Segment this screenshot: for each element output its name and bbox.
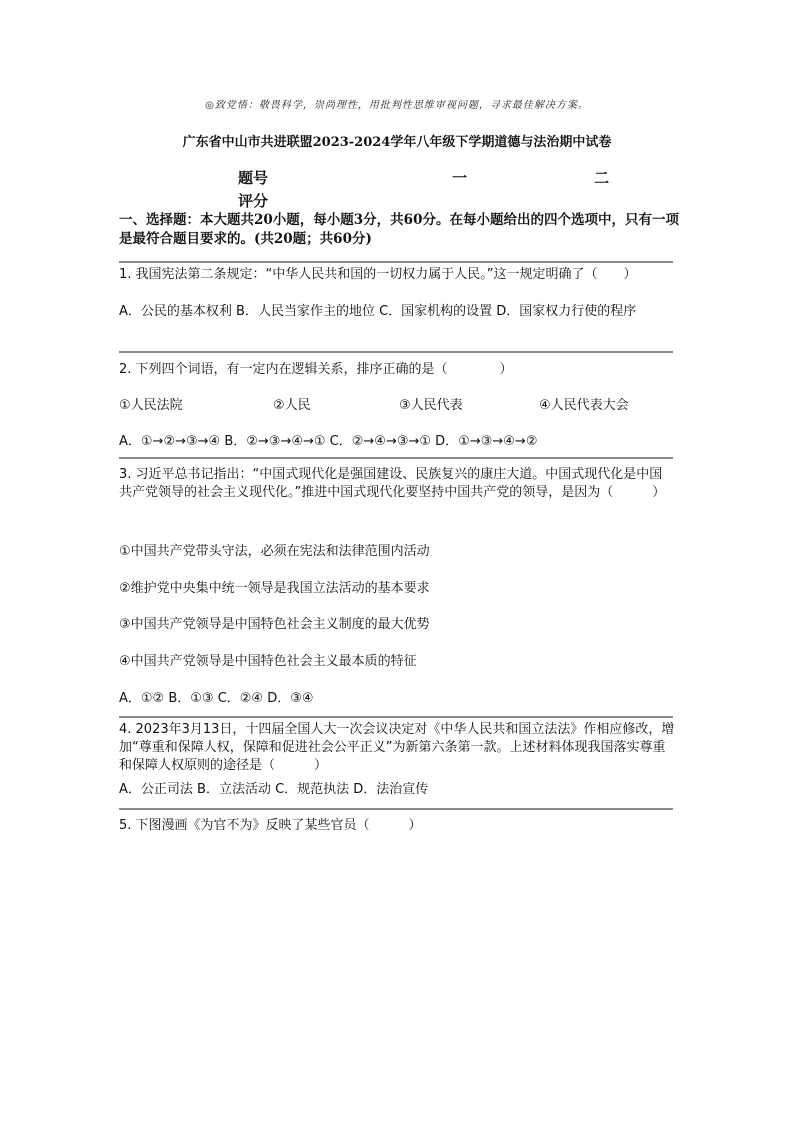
question-1-options: A．公民的基本权利 B．人民当家作主的地位 C．国家机构的设置 D．国家权力行使的程序 <box>119 304 637 319</box>
question-2-stem: 2. 下列四个词语，有一定内在逻辑关系，排序正确的是（ ） <box>119 362 513 377</box>
question-2-options: A．①→②→③→④ B．②→③→④→① C．②→④→③→① D．①→③→④→② <box>119 434 538 449</box>
section-instructions: 一、选择题：本大题共20小题，每小题3分，共60分。在每小题给出的四个选项中，只有一项是最符合题目要求的。(共20题；共60分) <box>119 212 679 247</box>
question-divider <box>119 261 673 263</box>
question-divider <box>119 457 673 459</box>
question-2-item: ②人民 <box>273 398 311 413</box>
question-3-item: ③中国共产党领导是中国特色社会主义制度的最大优势 <box>119 617 430 632</box>
question-3-item: ④中国共产党领导是中国特色社会主义最本质的特征 <box>119 654 417 669</box>
question-2-item: ③人民代表 <box>399 398 463 413</box>
question-divider <box>119 351 673 353</box>
question-2-item: ①人民法院 <box>119 398 183 413</box>
question-4-stem: 4. 2023年3月13日，十四届全国人大一次会议决定对《中华人民共和国立法法》作相应修改，增加“尊重和保障人权，保障和促进社会公平正义”为新第六条第一款。上述材料体现我国落实尊重和保障人权原则的途径是（ ） <box>119 722 675 773</box>
question-1-stem: 1. 我国宪法第二条规定：“中华人民共和国的一切权力属于人民。”这一规定明确了（ ） <box>119 267 637 282</box>
question-3-item: ①中国共产党带头守法，必须在宪法和法律范围内活动 <box>119 544 430 559</box>
question-5-stem: 5. 下图漫画《为官不为》反映了某些官员（ ） <box>119 818 422 833</box>
exam-title: 广东省中山市共进联盟2023-2024学年八年级下学期道德与法治期中试卷 <box>182 135 612 150</box>
question-4-options: A．公正司法 B．立法活动 C．规范执法 D．法治宣传 <box>119 782 429 797</box>
score-row-label-score: 评分 <box>238 192 269 210</box>
question-3-item: ②维护党中央集中统一领导是我国立法活动的基本要求 <box>119 581 430 596</box>
question-divider <box>119 808 673 810</box>
score-col-two: 二 <box>594 169 610 187</box>
question-2-item: ④人民代表大会 <box>539 398 629 413</box>
score-col-one: 一 <box>452 169 468 187</box>
question-divider <box>119 716 673 718</box>
question-3-options: A．①② B．①③ C．②④ D．③④ <box>119 691 314 706</box>
score-row-label-number: 题号 <box>238 169 269 187</box>
header-motto: ◎致党悟：敬畏科学，崇尚理性，用批判性思维审视问题，寻求最佳解决方案。 <box>205 100 589 111</box>
question-3-stem: 3. 习近平总书记指出：“中国式现代化是强国建设、民族复兴的康庄大道。中国式现代化是中国共产党领导的社会主义现代化。”推进中国式现代化要坚持中国共产党的领导，是因为（ ） <box>119 467 666 500</box>
